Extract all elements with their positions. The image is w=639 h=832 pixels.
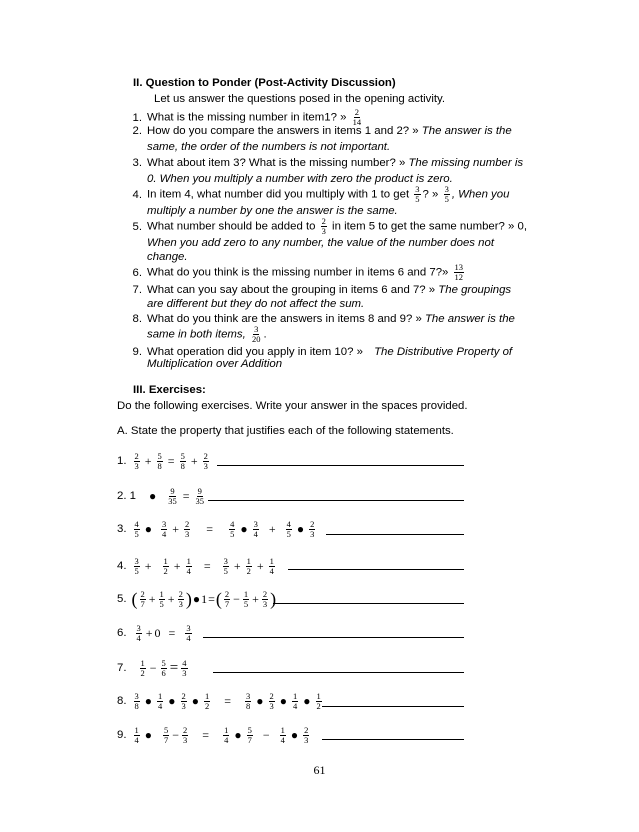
denominator: 4: [158, 700, 163, 711]
denominator: 3: [203, 460, 208, 471]
equals-sign: =: [202, 727, 210, 742]
question-number: 8.: [132, 313, 142, 325]
question-number: 2.: [132, 125, 142, 137]
fraction: [161, 659, 167, 678]
minus-sign: −: [149, 660, 157, 675]
answer-text: same in both items,: [147, 328, 246, 341]
denominator: 8: [134, 700, 139, 711]
denominator: 4: [224, 734, 229, 745]
answer-continuation: change.: [147, 251, 188, 263]
fraction: [309, 520, 315, 539]
fraction: [167, 487, 178, 506]
fraction: [161, 520, 167, 539]
plus-sign: +: [145, 625, 153, 640]
equals-sign: =: [168, 625, 176, 640]
zero: 0: [154, 625, 161, 640]
numerator: 5: [157, 450, 162, 461]
fraction: [223, 726, 229, 745]
answer-fraction: [251, 325, 262, 344]
fraction: [159, 590, 165, 609]
answer-line-2[interactable]: [208, 500, 464, 501]
denominator: 12: [454, 272, 464, 282]
fraction: [134, 557, 140, 576]
numerator: 1: [243, 588, 249, 599]
answer-text: The Distributive Property of: [374, 346, 513, 358]
numerator: 13: [454, 262, 464, 272]
numerator: 3: [444, 184, 449, 194]
section-2-heading: II. Question to Ponder (Post-Activity Discussion): [133, 77, 396, 89]
numerator: 1: [163, 555, 168, 566]
question-number: 4.: [132, 188, 142, 201]
denominator: 3: [262, 598, 268, 609]
numerator: 2: [183, 724, 188, 735]
numerator: 5: [180, 450, 185, 461]
fraction: [224, 590, 230, 609]
denominator: 5: [286, 528, 291, 539]
fraction: [269, 692, 275, 711]
denominator: 3: [181, 700, 186, 711]
multiply-dot: ●: [144, 522, 152, 536]
numerator: 4: [182, 657, 187, 668]
denominator: 4: [253, 528, 258, 539]
exercise-2: [117, 484, 207, 508]
numerator: 2: [134, 450, 139, 461]
fraction: [292, 692, 298, 711]
numerator: 1: [269, 555, 274, 566]
numerator: 5: [161, 657, 166, 668]
exercise-4: [117, 554, 277, 578]
multiply-dot: ●: [240, 522, 248, 536]
denominator: 14: [352, 117, 362, 127]
equals-sign: =: [208, 591, 215, 606]
answer-continuation: same, the order of the numbers is not important.: [147, 141, 391, 153]
minus-sign: −: [172, 727, 180, 742]
numerator: 2: [354, 107, 359, 117]
multiply-dot: ●: [296, 522, 305, 536]
multiply-dot: ●: [290, 728, 299, 742]
numerator: 9: [197, 485, 202, 496]
denominator: 3: [178, 598, 183, 609]
page-number: 61: [313, 763, 326, 777]
denominator: 3: [310, 528, 315, 539]
numerator: 5: [164, 724, 169, 735]
question-text-end: ? »: [422, 188, 439, 201]
denominator: 4: [293, 700, 298, 711]
fraction: [136, 624, 142, 643]
numerator: 3: [134, 690, 139, 701]
question-text: What do you think are the answers in items 8 and 9? »: [147, 313, 422, 325]
numerator: 1: [246, 555, 251, 566]
fraction: [157, 692, 163, 711]
numerator: 2: [203, 450, 208, 461]
question-8: [124, 312, 515, 326]
denominator: 2: [163, 565, 168, 576]
numerator: 1: [224, 724, 229, 735]
fraction: [247, 726, 253, 745]
equals-sign: =: [182, 488, 190, 503]
denominator: 4: [280, 734, 285, 745]
numerator: 3: [186, 622, 191, 633]
plus-sign: +: [190, 453, 198, 468]
denominator: 4: [136, 632, 141, 643]
denominator: 5: [444, 194, 449, 204]
answer-text: The answer is the: [418, 125, 512, 137]
fraction: [229, 520, 235, 539]
exercise-number: 3.: [117, 523, 127, 535]
answer-line-7[interactable]: [213, 672, 464, 673]
denominator: 3: [304, 734, 309, 745]
numerator: 1: [186, 555, 191, 566]
multiply-dot: ●: [144, 694, 152, 708]
denominator: 3: [185, 528, 190, 539]
plus-sign: +: [252, 591, 259, 606]
question-2: [124, 124, 512, 138]
question-number: 1.: [132, 111, 142, 124]
denominator: 5: [134, 528, 139, 539]
answer-line-6[interactable]: [203, 637, 464, 638]
one: 1: [201, 591, 208, 606]
fraction: [134, 692, 140, 711]
left-paren: (: [215, 589, 222, 609]
denominator: 7: [224, 598, 230, 609]
multiply-dot: ●: [191, 694, 199, 708]
denominator: 5: [243, 598, 249, 609]
plus-sign: +: [233, 558, 241, 573]
fraction: [204, 692, 210, 711]
denominator: 8: [157, 460, 162, 471]
answer-continuation: Multiplication over Addition: [147, 358, 283, 370]
numerator: 1: [140, 657, 145, 668]
plus-sign: +: [172, 521, 180, 536]
exercise-7: [117, 656, 190, 680]
numerator: 2: [140, 588, 145, 599]
part-a-instruction: A. State the property that justifies each of the following statements.: [117, 425, 454, 437]
denominator: 3: [182, 667, 187, 678]
denominator: 4: [186, 565, 191, 576]
answer-text: The groupings: [435, 284, 512, 296]
multiply-dot: ●: [303, 694, 311, 708]
question-text: In item 4, what number did you multiply with 1 to get: [147, 188, 410, 201]
denominator: 4: [134, 734, 139, 745]
numerator: 3: [223, 555, 228, 566]
numerator: 1: [316, 690, 321, 701]
denominator: 5: [230, 528, 235, 539]
denominator: 7: [164, 734, 169, 745]
denominator: 35: [168, 495, 177, 506]
question-3: [124, 156, 523, 170]
numerator: 1: [280, 724, 285, 735]
denominator: 3: [269, 700, 274, 711]
exercise-3: [117, 517, 317, 541]
fraction: [186, 557, 192, 576]
fraction: [184, 520, 190, 539]
numerator: 1: [134, 724, 139, 735]
denominator: 2: [140, 667, 145, 678]
denominator: 35: [195, 495, 205, 506]
denominator: 4: [186, 632, 191, 643]
fraction: [181, 692, 187, 711]
fraction: [195, 487, 206, 506]
fraction: [134, 726, 140, 745]
question-text: What is the missing number in item1? »: [147, 111, 347, 124]
numerator: 9: [170, 485, 175, 496]
denominator: 2: [316, 700, 321, 711]
exercise-number: 1.: [117, 455, 127, 467]
exercise-8: [117, 689, 324, 713]
exercise-number: 5.: [117, 593, 127, 605]
question-text: How do you compare the answers in items 1 and 2? »: [147, 125, 419, 137]
denominator: 2: [246, 565, 251, 576]
numerator: 1: [293, 690, 298, 701]
exercise-number: 6.: [117, 627, 127, 639]
numerator: 1: [159, 588, 164, 599]
fraction: [163, 557, 169, 576]
numerator: 3: [136, 622, 141, 633]
numerator: 3: [415, 184, 420, 194]
denominator: 3: [321, 226, 326, 236]
answer-line-3[interactable]: [326, 534, 464, 535]
exercise-5: [117, 587, 276, 611]
answer-line-5[interactable]: [273, 603, 464, 604]
question-text: What can you say about the grouping in items 6 and 7? »: [147, 284, 436, 296]
minus-sign: −: [233, 591, 240, 606]
denominator: 5: [134, 565, 139, 576]
denominator: 3: [183, 734, 188, 745]
question-text: What do you think is the missing number in items 6 and 7?»: [147, 266, 449, 279]
numerator: 3: [246, 690, 251, 701]
fraction: [134, 452, 140, 471]
fraction: [303, 726, 309, 745]
fraction: [203, 452, 209, 471]
exercise-9: [117, 723, 311, 747]
fraction: [134, 520, 140, 539]
fraction: [157, 452, 163, 471]
multiply-dot: ●: [234, 728, 242, 742]
denominator: 7: [140, 598, 145, 609]
answer-line-4[interactable]: [288, 569, 464, 570]
numerator: 4: [230, 518, 235, 529]
numerator: 2: [269, 690, 274, 701]
numerator: 2: [224, 588, 230, 599]
exercise-number: 8.: [117, 695, 127, 707]
left-paren: (: [131, 589, 138, 609]
fraction: [178, 590, 184, 609]
answer-continuation: multiply a number by one the answer is the same.: [147, 205, 398, 217]
exercise-number: 2. 1: [117, 490, 136, 502]
multiply-dot: ●: [279, 694, 288, 708]
numerator: 3: [253, 518, 258, 529]
question-number: 5.: [132, 220, 142, 233]
answer-text: The answer is the: [421, 313, 515, 325]
period: .: [263, 328, 267, 341]
equals-sign: =: [206, 521, 214, 536]
exercise-number: 4.: [117, 560, 127, 572]
multiply-dot: ●: [192, 592, 201, 606]
fraction: [181, 659, 187, 678]
equals-sign: =: [224, 693, 232, 708]
numerator: 5: [247, 724, 252, 735]
fraction: [321, 217, 327, 236]
answer-continuation: When you add zero to any number, the value of the number does not: [147, 237, 495, 249]
exercise-number: 7.: [117, 662, 127, 674]
answer-fraction: [454, 263, 465, 282]
numerator: 4: [134, 518, 139, 529]
fraction: [269, 557, 275, 576]
answer-line-8[interactable]: [322, 706, 464, 707]
minus-sign: −: [262, 727, 270, 742]
plus-sign: +: [256, 558, 264, 573]
denominator: 8: [246, 700, 251, 711]
fraction: [316, 692, 322, 711]
equals-sign: =: [203, 558, 211, 573]
plus-sign: +: [148, 591, 156, 606]
fraction: [286, 520, 292, 539]
answer-continuation: are different but they do not affect the sum.: [147, 298, 365, 310]
fraction: [253, 520, 259, 539]
fraction: [245, 692, 251, 711]
question-5: [124, 217, 527, 236]
denominator: 2: [205, 700, 210, 711]
fraction: [163, 726, 169, 745]
question-text: What number should be added to: [147, 220, 316, 233]
question-6: [124, 263, 466, 282]
plus-sign: +: [173, 558, 181, 573]
denominator: 20: [251, 334, 261, 344]
fraction: [185, 624, 191, 643]
fraction: [246, 557, 252, 576]
question-text: What about item 3? What is the missing number? »: [147, 157, 406, 169]
right-paren: ): [270, 589, 277, 609]
section-3-intro: Do the following exercises. Write your answer in the spaces provided.: [117, 400, 468, 412]
equals-sign: =: [167, 453, 175, 468]
fraction: [223, 557, 229, 576]
fraction: [414, 185, 420, 204]
fraction: [243, 590, 249, 609]
question-number: 6.: [132, 266, 142, 279]
multiply-dot: ●: [149, 489, 157, 503]
answer-fraction: [444, 185, 450, 204]
multiply-dot: ●: [144, 728, 152, 742]
denominator: 5: [415, 194, 420, 204]
numerator: 2: [310, 518, 315, 529]
denominator: 6: [161, 667, 166, 678]
answer-line-1[interactable]: [217, 465, 464, 466]
numerator: 2: [304, 724, 309, 735]
numerator: 1: [205, 690, 210, 701]
answer-text: , When you: [451, 188, 510, 201]
exercise-number: 9.: [117, 729, 127, 741]
question-number: 3.: [132, 157, 142, 169]
answer-text: The missing number is: [405, 157, 524, 169]
denominator: 8: [180, 460, 185, 471]
plus-sign: +: [268, 521, 276, 536]
fraction: [180, 452, 186, 471]
numerator: 2: [181, 690, 186, 701]
question-number: 7.: [132, 284, 142, 296]
denominator: 3: [134, 460, 139, 471]
denominator: 5: [223, 565, 228, 576]
numerator: 3: [134, 555, 139, 566]
denominator: 4: [162, 528, 167, 539]
right-paren: ): [185, 589, 192, 609]
fraction: [140, 590, 146, 609]
numerator: 1: [158, 690, 163, 701]
fraction: [140, 659, 146, 678]
section-2-intro: Let us answer the questions posed in the opening activity.: [154, 93, 446, 105]
section-3-heading: III. Exercises:: [133, 384, 206, 396]
numerator: 2: [321, 216, 326, 226]
numerator: 2: [185, 518, 190, 529]
denominator: 5: [159, 598, 164, 609]
answer-continuation-8: [147, 325, 267, 344]
numerator: 3: [254, 324, 259, 334]
exercise-1: [117, 449, 211, 473]
multiply-dot: ●: [256, 694, 264, 708]
plus-sign: +: [144, 453, 152, 468]
exercise-6: [117, 621, 194, 645]
numerator: 4: [286, 518, 291, 529]
fraction: [280, 726, 286, 745]
question-number: 9.: [132, 346, 142, 358]
question-7: [124, 283, 511, 297]
numerator: 2: [262, 588, 268, 599]
answer-line-9[interactable]: [322, 739, 464, 740]
plus-sign: +: [167, 591, 175, 606]
equals-sign: =: [169, 659, 179, 676]
fraction: [262, 590, 268, 609]
fraction: [182, 726, 188, 745]
question-text: What operation did you apply in item 10? »: [147, 346, 363, 358]
denominator: 4: [269, 565, 274, 576]
denominator: 7: [247, 734, 252, 745]
numerator: 2: [178, 588, 183, 599]
numerator: 3: [162, 518, 167, 529]
question-text-end: in item 5 to get the same number? » 0,: [328, 220, 528, 233]
multiply-dot: ●: [168, 694, 176, 708]
answer-continuation: 0. When you multiply a number with zero the product is zero.: [147, 173, 453, 185]
plus-sign: +: [144, 558, 152, 573]
question-4: [124, 185, 509, 204]
